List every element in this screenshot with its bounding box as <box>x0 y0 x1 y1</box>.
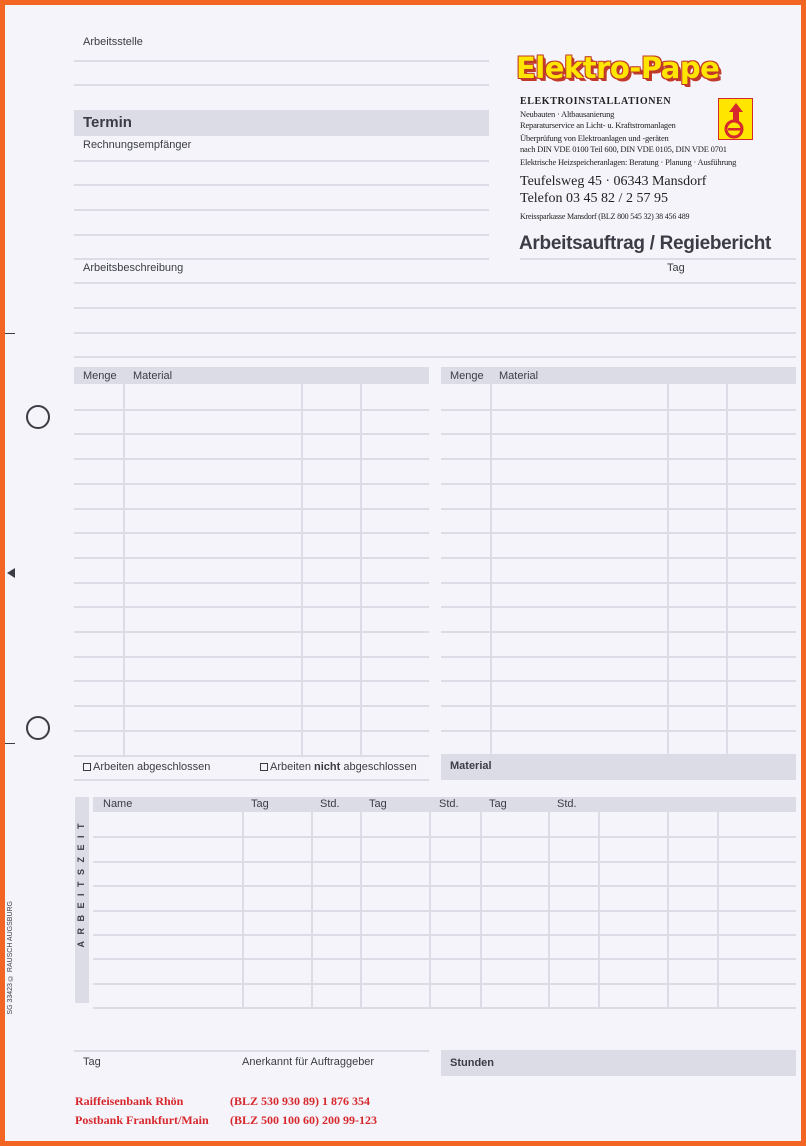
beschreibung-line-1[interactable] <box>74 282 796 284</box>
binder-hole-top <box>26 405 50 429</box>
material-left-row-line[interactable] <box>74 557 429 559</box>
material-left-row-line[interactable] <box>74 730 429 732</box>
material-right-row-line[interactable] <box>441 680 796 682</box>
material-right-row-line[interactable] <box>441 631 796 633</box>
tag-line[interactable] <box>520 258 796 260</box>
bank2-details: (BLZ 500 100 60) 200 99-123 <box>230 1113 377 1127</box>
material-right-row-line[interactable] <box>441 705 796 707</box>
stunden-band[interactable] <box>441 1050 796 1076</box>
arbeitsstelle-label: Arbeitsstelle <box>83 36 143 48</box>
beschreibung-line-4[interactable] <box>74 356 796 358</box>
bank1-details: (BLZ 530 930 89) 1 876 354 <box>230 1094 371 1108</box>
material-left-col-line <box>123 384 125 755</box>
arbeitszeit-col-line <box>311 812 313 1007</box>
rechnung-line-4[interactable] <box>74 234 489 236</box>
rechnung-line-2[interactable] <box>74 184 489 186</box>
arbeitszeit-side-band: ARBEITSZEIT <box>75 797 89 1003</box>
arbeitszeit-col-line <box>360 812 362 1007</box>
tag-label: Tag <box>667 262 685 274</box>
company-bank: Kreissparkasse Mansdorf (BLZ 800 545 32) 38 456 489 <box>520 212 690 221</box>
material-right-row-line[interactable] <box>441 557 796 559</box>
material-right-row-line[interactable] <box>441 433 796 435</box>
material-right-row-line[interactable] <box>441 656 796 658</box>
arbeitszeit-col-line <box>480 812 482 1007</box>
company-logo: Elektro-Pape <box>516 51 720 85</box>
company-phone: Telefon 03 45 82 / 2 57 95 <box>520 191 668 206</box>
bank2-name: Postbank Frankfurt/Main <box>75 1113 209 1127</box>
material-total-label: Material <box>450 760 492 772</box>
col-std-3: Std. <box>557 798 577 810</box>
arbeitszeit-col-line <box>598 812 600 1007</box>
col-std-2: Std. <box>439 798 459 810</box>
beschreibung-line-2[interactable] <box>74 307 796 309</box>
arbeitszeit-col-line <box>429 812 431 1007</box>
col-tag-3: Tag <box>489 798 507 810</box>
arbeitsstelle-line-1[interactable] <box>74 60 489 62</box>
material-right-row-line[interactable] <box>441 582 796 584</box>
arbeitsstelle-line-2[interactable] <box>74 84 489 86</box>
footer-signature-line[interactable] <box>74 1050 429 1052</box>
service-line-2: Reparaturservice an Licht- u. Kraftstromanlagen <box>520 120 676 130</box>
service-line-1: Neubauten · Altbausanierung <box>520 109 615 119</box>
document-title: Arbeitsauftrag / Regiebericht <box>519 233 772 254</box>
arbeitszeit-row-line[interactable] <box>93 910 796 912</box>
stunden-label: Stunden <box>450 1057 494 1069</box>
checkbox-row-line <box>74 779 429 781</box>
material-right-row-line[interactable] <box>441 730 796 732</box>
material-right-row-line[interactable] <box>441 508 796 510</box>
service-line-3: Überprüfung von Elektroanlagen und -geräten <box>520 133 669 143</box>
rechnung-line-5[interactable] <box>74 258 489 260</box>
material-right-row-line[interactable] <box>441 409 796 411</box>
arbeitszeit-col-line <box>548 812 550 1007</box>
col-name: Name <box>103 798 133 810</box>
col-tag-2: Tag <box>369 798 387 810</box>
center-mark-icon <box>7 568 15 578</box>
arbeitszeit-col-line <box>667 812 669 1007</box>
material-right-col-line <box>726 384 728 755</box>
checkbox-arbeiten-abgeschlossen[interactable]: Arbeiten abgeschlossen <box>83 761 210 773</box>
material-total-band[interactable] <box>441 754 796 780</box>
material-left-row-line[interactable] <box>74 631 429 633</box>
arbeitszeit-row-line[interactable] <box>93 958 796 960</box>
arbeitszeit-row-line[interactable] <box>93 885 796 887</box>
arbeitszeit-col-line <box>242 812 244 1007</box>
company-address: Teufelsweg 45 · 06343 Mansdorf <box>520 174 707 189</box>
material-left-row-line[interactable] <box>74 409 429 411</box>
arbeitszeit-row-line[interactable] <box>93 861 796 863</box>
arbeitsbeschreibung-label: Arbeitsbeschreibung <box>83 262 184 274</box>
termin-band[interactable] <box>74 110 489 136</box>
arbeitszeit-col-line <box>717 812 719 1007</box>
material-right-row-line[interactable] <box>441 458 796 460</box>
rechnung-line-1[interactable] <box>74 160 489 162</box>
arbeitszeit-row-line[interactable] <box>93 983 796 985</box>
material-left-col-line <box>301 384 303 755</box>
arbeitszeit-row-line[interactable] <box>93 836 796 838</box>
beschreibung-line-3[interactable] <box>74 332 796 334</box>
material-left-row-line[interactable] <box>74 680 429 682</box>
material-left-row-line[interactable] <box>74 755 429 757</box>
material-left-col-line <box>360 384 362 755</box>
termin-label: Termin <box>83 114 132 131</box>
service-line-4: nach DIN VDE 0100 Teil 600, DIN VDE 0105, DIN VDE 0701 <box>520 144 727 154</box>
bank1-name: Raiffeisenbank Rhön <box>75 1094 184 1108</box>
checkbox-box-icon[interactable] <box>260 763 268 771</box>
form-code: SG 33423 © RAUSCH AUGSBURG <box>7 901 14 1015</box>
material-left-row-line[interactable] <box>74 656 429 658</box>
footer-anerkannt-label: Anerkannt für Auftraggeber <box>242 1056 375 1068</box>
material-left-row-line[interactable] <box>74 606 429 608</box>
material-left-row-line[interactable] <box>74 458 429 460</box>
fold-mark-top <box>5 333 15 334</box>
company-tagline: ELEKTROINSTALLATIONEN <box>520 96 672 107</box>
material-left-row-line[interactable] <box>74 433 429 435</box>
service-line-5: Elektrische Heizspeicheranlagen: Beratung · Planung · Ausführung <box>520 157 737 167</box>
rechnungsempfaenger-label: Rechnungsempfänger <box>83 139 192 151</box>
checkbox-arbeiten-nicht-abgeschlossen[interactable]: Arbeiten nicht abgeschlossen <box>260 761 417 773</box>
col-material-right: Material <box>499 370 539 382</box>
checkbox-box-icon[interactable] <box>83 763 91 771</box>
material-left-row-line[interactable] <box>74 483 429 485</box>
col-menge-left: Menge <box>83 370 117 382</box>
material-left-row-line[interactable] <box>74 582 429 584</box>
form-sheet <box>5 5 801 1141</box>
arbeitszeit-row-line[interactable] <box>93 1007 796 1009</box>
col-std-1: Std. <box>320 798 340 810</box>
rechnung-line-3[interactable] <box>74 209 489 211</box>
material-right-row-line[interactable] <box>441 532 796 534</box>
material-header-right <box>441 367 796 384</box>
material-left-row-line[interactable] <box>74 508 429 510</box>
material-right-col-line <box>667 384 669 755</box>
col-material-left: Material <box>133 370 173 382</box>
material-right-row-line[interactable] <box>441 606 796 608</box>
col-tag-1: Tag <box>251 798 269 810</box>
material-left-row-line[interactable] <box>74 532 429 534</box>
arbeitszeit-row-line[interactable] <box>93 934 796 936</box>
footer-tag-label: Tag <box>83 1056 101 1068</box>
material-right-row-line[interactable] <box>441 483 796 485</box>
material-header-left <box>74 367 429 384</box>
fold-mark-bottom <box>5 743 15 744</box>
binder-hole-bottom <box>26 716 50 740</box>
material-left-row-line[interactable] <box>74 705 429 707</box>
col-menge-right: Menge <box>450 370 484 382</box>
e-plug-logo-icon <box>718 98 753 140</box>
material-right-row-line[interactable] <box>441 755 796 757</box>
material-right-col-line <box>490 384 492 755</box>
